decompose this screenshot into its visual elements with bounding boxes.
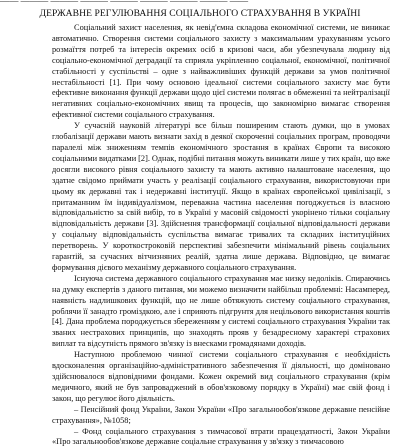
article-body: [52, 23, 390, 448]
paragraph-globalization: У сучасній науковій літературі все більш поширеним стають думки, що в умовах глобалізації держави мають визнати захід в деякої скороченні соціальних програм, проводячи паралелі між зниженням темпів економічного зростання в країнах Європи та високою соціальними видатками [2]. Однак, подібні питання можуть виникати лише у тих країн, що вже досягли високого рівня соціального захисту та мають активно налаштоване населення, що здатне свідомо приймати участь у реалізації соціального страхування, використовуючи при цьому як державні так і недержавні інституції. Якщо в країнах європейської цивілізації, з притаманним їм індивідуалізмом, переважна частина населення погоджується із власною відповідальністю за свій вибір, то в Україні у масовій свідомості укорінено тільки соціальну відповідальність держави [3]. Здійснення трансформації соціальної відповідальності держави у соціальну відповідальність суспільства вимагає тривалих та складних інституційних перетворень. У короткостроковій перспективі забезпечити мінімальний рівень соціальних гарантій, за сучасних вітчизняних реалій, здатна лише держава. Відповідно, це вимагає формування дієвого механізму державного соціального страхування.: [52, 121, 390, 272]
paragraph-intro: Соціальний захист населення, як невід'ємна складова економічної системи, не виникає автоматично. Створення системи соціального захисту з максимальним урахуванням усього розмаїття потреб та інтересів окремих осіб в кризові часи, аби убезпечувала людину від соціально-економічної деградації та сприяла укріпленню соціальної, економічної, політичної стабільності у суспільстві – одне з найважливіших функцій держави за умов політичної нестабільності [1]. При чому основою ідеальної системи соціального захисту має бути ефективне виконання функції держави щодо цієї системи полягає в обмеженні та нейтралізації негативних соціально-економічних явищ та процесів, що закономірно вимагає створення ефективної системи соціального страхування.: [52, 23, 390, 120]
paragraph-organization: Наступною проблемою чинної системи соціального страхування є необхідність вдосконалення організаційно-адміністративного забезпечення її діяльності, що доміновано здійснювалося відповідними фондами. Кожен окремий вид соціального страхування (крім медичного, який не був запроваджений в обов'язковому порядку в Україні) має свій фонд і закон, що регулює його діяльність.: [52, 350, 390, 403]
cropped-header-line: —— ——— ——— ——— ——— ——— ——— ——— ——: [0, 0, 249, 6]
list-item-pension-fund: – Пенсійний фонд України, Закон України «Про загальнообов'язкове державне пенсійне страхування», №1058;: [52, 404, 390, 425]
paragraph-shortcomings: Існуюча система державного соціального страхування має низку недоліків. Спираючись на думку експертів з даного питання, ми можемо визначити найбільш проблемні: Насамперед, наявність надлишкових функцій, що не лише обтяжують систему соціального страхування, роблячи її занадто громіздкою, але і сприяють підгрунтя для нецільового використання коштів [4]. Дана проблема породжується збереженням у системі соціального страхування України так званих нестрахових принципів, що знаходять прояв у безадресному характері страхових виплат та відсутність прямого зв'язку із внесками громадянами доходів.: [52, 273, 390, 349]
article-title: ДЕРЖАВНЕ РЕГУЛЮВАННЯ СОЦІАЛЬНОГО СТРАХУВАННЯ В УКРАЇНІ: [39, 8, 361, 19]
list-item-social-insurance-fund: – Фонд соціального страхування з тимчасової втрати працездатності, Закон України «Про загальнообов'язкове державне соціальне страхування у зв'язку з тимчасовою: [52, 426, 390, 447]
